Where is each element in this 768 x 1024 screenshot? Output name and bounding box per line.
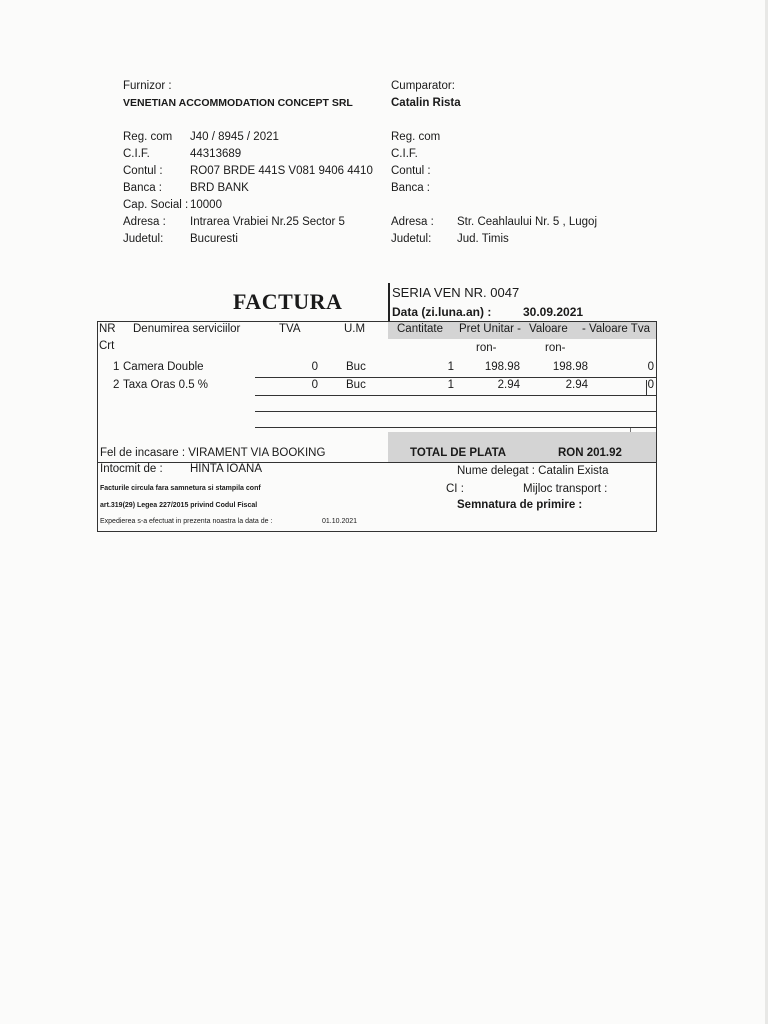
invoice-title: FACTURA bbox=[233, 289, 343, 314]
row2-value: 2.94 bbox=[565, 379, 588, 391]
supplier-label-county: Judetul: bbox=[123, 233, 164, 245]
total-label: TOTAL DE PLATA bbox=[410, 447, 507, 459]
supplier-name: VENETIAN ACCOMMODATION CONCEPT SRL bbox=[123, 97, 353, 109]
payment-method: Fel de incasare : VIRAMENT VIA BOOKING bbox=[100, 447, 326, 459]
row1-tva: 0 bbox=[311, 361, 318, 373]
supplier-label-regcom: Reg. com bbox=[123, 131, 173, 143]
expedition-date: 01.10.2021 bbox=[322, 518, 358, 525]
col-um: U.M bbox=[344, 323, 366, 335]
total-value: RON 201.92 bbox=[558, 447, 622, 459]
col-crt: Crt bbox=[99, 340, 115, 352]
row2-um: Buc bbox=[346, 379, 366, 391]
col-value: Valoare bbox=[529, 323, 568, 335]
delegate-name: Nume delegat : Catalin Exista bbox=[457, 465, 609, 477]
supplier-value-account: RO07 BRDE 441S V081 9406 4410 bbox=[190, 165, 373, 177]
row2-nr: 2 bbox=[113, 379, 120, 391]
supplier-value-county: Bucuresti bbox=[190, 233, 238, 245]
buyer-heading: Cumparator: bbox=[391, 80, 455, 92]
col-value-tva: - Valoare Tva bbox=[582, 323, 650, 335]
prepared-by: HINTA IOANA bbox=[190, 463, 262, 475]
buyer-name: Catalin Rista bbox=[391, 97, 461, 109]
supplier-value-bank: BRD BANK bbox=[190, 182, 249, 194]
supplier-label-address: Adresa : bbox=[123, 216, 166, 228]
col-unit-price: Pret Unitar - bbox=[459, 323, 521, 335]
col-value-2: ron- bbox=[545, 342, 566, 354]
col-qty: Cantitate bbox=[397, 323, 444, 335]
ci-label: CI : bbox=[446, 483, 464, 495]
supplier-value-regcom: J40 / 8945 / 2021 bbox=[190, 131, 279, 143]
invoice-date: 30.09.2021 bbox=[523, 305, 584, 319]
expedition-text: Expedierea s-a efectuat in prezenta noastra la data de : bbox=[100, 518, 273, 525]
row1-name: Camera Double bbox=[123, 361, 204, 373]
row1-value: 198.98 bbox=[552, 361, 588, 373]
row2-vat: 0 bbox=[647, 379, 654, 391]
buyer-label-county: Judetul: bbox=[391, 233, 432, 245]
buyer-label-cif: C.I.F. bbox=[391, 148, 418, 160]
supplier-label-bank: Banca : bbox=[123, 182, 162, 194]
supplier-heading: Furnizor : bbox=[123, 80, 172, 92]
transport-label: Mijloc transport : bbox=[523, 483, 608, 495]
supplier-label-capital: Cap. Social : bbox=[123, 199, 189, 211]
row2-price: 2.94 bbox=[497, 379, 520, 391]
buyer-label-account: Contul : bbox=[391, 165, 431, 177]
col-service: Denumirea serviciilor bbox=[133, 323, 241, 335]
note-line-1: Facturile circula fara samnetura si stampila conf bbox=[100, 485, 261, 492]
row1-price: 198.98 bbox=[484, 361, 520, 373]
buyer-label-regcom: Reg. com bbox=[391, 131, 441, 143]
col-tva: TVA bbox=[279, 323, 301, 335]
row2-qty: 1 bbox=[447, 379, 454, 391]
prepared-label: Intocmit de : bbox=[100, 463, 163, 475]
supplier-value-cif: 44313689 bbox=[190, 148, 242, 160]
col-nr: NR bbox=[99, 323, 116, 335]
series-bar bbox=[388, 283, 390, 321]
buyer-value-county: Jud. Timis bbox=[457, 233, 509, 245]
row2-tva: 0 bbox=[311, 379, 318, 391]
row1-um: Buc bbox=[346, 361, 366, 373]
supplier-value-address: Intrarea Vrabiei Nr.25 Sector 5 bbox=[190, 216, 345, 228]
invoice-date-label: Data (zi.luna.an) : bbox=[392, 305, 492, 319]
supplier-label-account: Contul : bbox=[123, 165, 163, 177]
row1-nr: 1 bbox=[113, 361, 120, 373]
col-unit-price-2: ron- bbox=[476, 342, 497, 354]
buyer-label-address: Adresa : bbox=[391, 216, 434, 228]
signature-label: Semnatura de primire : bbox=[457, 499, 583, 511]
invoice-series: SERIA VEN NR. 0047 bbox=[392, 285, 520, 300]
row1-qty: 1 bbox=[447, 361, 454, 373]
buyer-value-address: Str. Ceahlaului Nr. 5 , Lugoj bbox=[457, 216, 597, 228]
buyer-label-bank: Banca : bbox=[391, 182, 430, 194]
supplier-value-capital: 10000 bbox=[190, 199, 222, 211]
note-line-2: art.319(29) Legea 227/2015 privind Codul Fiscal bbox=[100, 502, 258, 509]
row2-name: Taxa Oras 0.5 % bbox=[123, 379, 209, 391]
row1-vat: 0 bbox=[647, 361, 654, 373]
supplier-label-cif: C.I.F. bbox=[123, 148, 150, 160]
